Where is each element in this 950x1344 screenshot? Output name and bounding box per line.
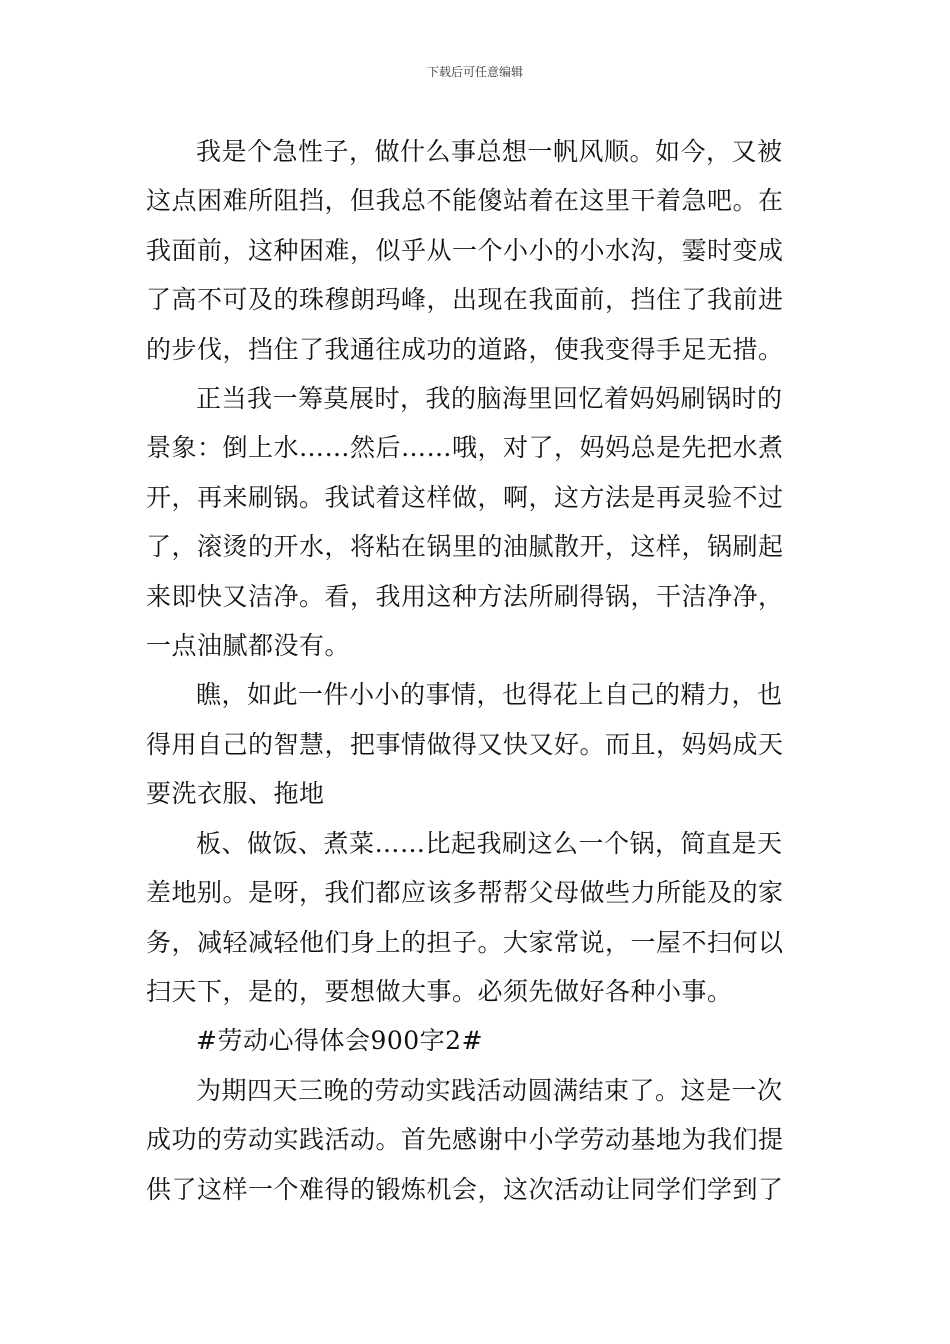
paragraph-5: 为期四天三晚的劳动实践活动圆满结束了。这是一次成功的劳动实践活动。首先感谢中小学劳动基地为我们提供了这样一个难得的锻炼机会，这次活动让同学们学到了: [146, 1075, 784, 1204]
paragraph-4: 板、做饭、煮菜……比起我刷这么一个锅，简直是天差地别。是呀，我们都应该多帮帮父母做些力所能及的家务，减轻减轻他们身上的担子。大家常说，一屋不扫何以扫天下，是的，要想做大事。必须先做好各种小事。: [146, 828, 784, 1006]
paragraph-3: 瞧，如此一件小小的事情，也得花上自己的精力，也得用自己的智慧，把事情做得又快又好。而且，妈妈成天要洗衣服、拖地: [146, 680, 784, 809]
page-header: 下载后可任意编辑: [426, 65, 523, 79]
paragraph-2: 正当我一筹莫展时，我的脑海里回忆着妈妈刷锅时的景象：倒上水……然后……哦，对了，妈妈总是先把水煮开，再来刷锅。我试着这样做，啊，这方法是再灵验不过了，滚烫的开水，将粘在锅里的油腻散开，这样，锅刷起来即快又洁净。看，我用这种方法所刷得锅，干洁净净，一点油腻都没有。: [146, 384, 784, 661]
document-body: [146, 127, 806, 1214]
section-heading: #劳动心得体会900字2#: [196, 1026, 484, 1056]
paragraph-1: 我是个急性子，做什么事总想一帆风顺。如今，又被这点困难所阻挡，但我总不能傻站着在这里干着急吧。在我面前，这种困难，似乎从一个小小的小水沟，霎时变成了高不可及的珠穆朗玛峰，出现在我面前，挡住了我前进的步伐，挡住了我通往成功的道路，使我变得手足无措。: [146, 137, 784, 364]
